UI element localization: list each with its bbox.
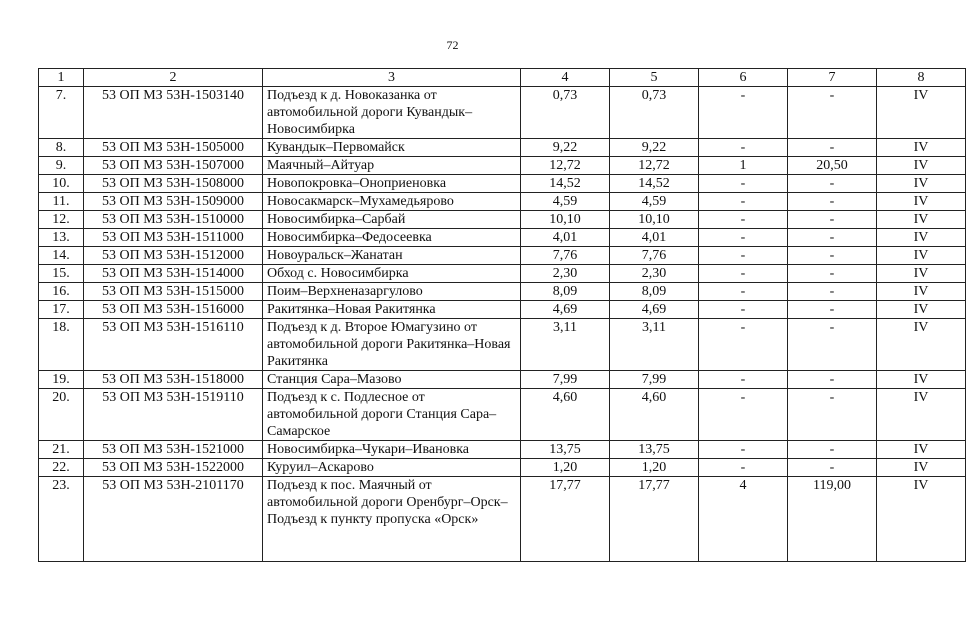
length-total: 3,11: [521, 319, 610, 371]
length-hard-surface: 13,75: [610, 441, 699, 459]
row-index: 18.: [39, 319, 84, 371]
bridges-length: -: [788, 371, 877, 389]
road-name: Новопокровка–Оноприеновка: [263, 175, 521, 193]
column-number: 7: [788, 69, 877, 87]
row-index: 9.: [39, 157, 84, 175]
length-hard-surface: 4,60: [610, 389, 699, 441]
bridges-count: -: [699, 441, 788, 459]
road-category: IV: [877, 441, 966, 459]
road-category: IV: [877, 371, 966, 389]
road-name: Новосакмарск–Мухамедьярово: [263, 193, 521, 211]
bridges-length: 20,50: [788, 157, 877, 175]
row-index: 19.: [39, 371, 84, 389]
road-category: IV: [877, 283, 966, 301]
road-category: IV: [877, 229, 966, 247]
length-total: 13,75: [521, 441, 610, 459]
road-category: IV: [877, 87, 966, 139]
length-hard-surface: 12,72: [610, 157, 699, 175]
length-hard-surface: 7,99: [610, 371, 699, 389]
road-id: 53 ОП МЗ 53Н-1510000: [84, 211, 263, 229]
row-index: 8.: [39, 139, 84, 157]
road-id: 53 ОП МЗ 53Н-1507000: [84, 157, 263, 175]
bridges-length: -: [788, 229, 877, 247]
road-name: Маячный–Айтуар: [263, 157, 521, 175]
bridges-count: -: [699, 211, 788, 229]
bridges-count: -: [699, 459, 788, 477]
road-category: IV: [877, 157, 966, 175]
length-total: 7,99: [521, 371, 610, 389]
length-total: 4,59: [521, 193, 610, 211]
bridges-length: -: [788, 441, 877, 459]
length-hard-surface: 3,11: [610, 319, 699, 371]
road-id: 53 ОП МЗ 53Н-1521000: [84, 441, 263, 459]
length-hard-surface: 7,76: [610, 247, 699, 265]
length-hard-surface: 4,69: [610, 301, 699, 319]
bridges-count: -: [699, 229, 788, 247]
table-row: [39, 87, 966, 139]
road-category: IV: [877, 265, 966, 283]
bridges-count: -: [699, 87, 788, 139]
column-number-row: [39, 69, 966, 87]
bridges-count: -: [699, 175, 788, 193]
road-id: 53 ОП МЗ 53Н-1519110: [84, 389, 263, 441]
column-number: 6: [699, 69, 788, 87]
row-index: 17.: [39, 301, 84, 319]
bridges-length: -: [788, 389, 877, 441]
road-name: Подъезд к д. Новоказанка от автомобильной дороги Кувандык–Новосимбирка: [263, 87, 521, 139]
road-id: 53 ОП МЗ 53Н-1514000: [84, 265, 263, 283]
length-total: 8,09: [521, 283, 610, 301]
table-row: [39, 459, 966, 477]
row-index: 23.: [39, 477, 84, 562]
table-row: [39, 211, 966, 229]
length-hard-surface: 4,01: [610, 229, 699, 247]
road-category: IV: [877, 139, 966, 157]
table-row: [39, 389, 966, 441]
column-number: 2: [84, 69, 263, 87]
table-row: [39, 477, 966, 562]
bridges-count: -: [699, 139, 788, 157]
road-name: Новосимбирка–Федосеевка: [263, 229, 521, 247]
table-row: [39, 265, 966, 283]
road-category: IV: [877, 301, 966, 319]
length-total: 4,69: [521, 301, 610, 319]
bridges-count: -: [699, 319, 788, 371]
bridges-length: -: [788, 459, 877, 477]
row-index: 20.: [39, 389, 84, 441]
column-number: 8: [877, 69, 966, 87]
table-row: [39, 157, 966, 175]
length-hard-surface: 14,52: [610, 175, 699, 193]
table-row: [39, 175, 966, 193]
column-number: 1: [39, 69, 84, 87]
road-id: 53 ОП МЗ 53Н-1516110: [84, 319, 263, 371]
bridges-length: -: [788, 265, 877, 283]
table-row: [39, 139, 966, 157]
length-hard-surface: 4,59: [610, 193, 699, 211]
road-name: Подъезд к с. Подлесное от автомобильной дороги Станция Сара–Самарское: [263, 389, 521, 441]
road-id: 53 ОП МЗ 53Н-1518000: [84, 371, 263, 389]
table-row: [39, 283, 966, 301]
page-number: 72: [446, 38, 459, 52]
length-total: 12,72: [521, 157, 610, 175]
length-total: 4,01: [521, 229, 610, 247]
road-category: IV: [877, 247, 966, 265]
road-id: 53 ОП МЗ 53Н-1515000: [84, 283, 263, 301]
road-id: 53 ОП МЗ 53Н-1503140: [84, 87, 263, 139]
bridges-count: -: [699, 389, 788, 441]
table-row: [39, 441, 966, 459]
row-index: 12.: [39, 211, 84, 229]
road-id: 53 ОП МЗ 53Н-1516000: [84, 301, 263, 319]
column-number: 3: [263, 69, 521, 87]
road-id: 53 ОП МЗ 53Н-1511000: [84, 229, 263, 247]
bridges-length: -: [788, 87, 877, 139]
length-hard-surface: 10,10: [610, 211, 699, 229]
road-name: Куруил–Аскарово: [263, 459, 521, 477]
row-index: 15.: [39, 265, 84, 283]
bridges-length: -: [788, 139, 877, 157]
road-name: Станция Сара–Мазово: [263, 371, 521, 389]
length-total: 7,76: [521, 247, 610, 265]
length-total: 9,22: [521, 139, 610, 157]
road-name: Кувандык–Первомайск: [263, 139, 521, 157]
table-row: [39, 193, 966, 211]
bridges-length: -: [788, 301, 877, 319]
length-hard-surface: 8,09: [610, 283, 699, 301]
road-id: 53 ОП МЗ 53Н-1509000: [84, 193, 263, 211]
length-hard-surface: 2,30: [610, 265, 699, 283]
length-total: 14,52: [521, 175, 610, 193]
road-id: 53 ОП МЗ 53Н-2101170: [84, 477, 263, 562]
table-row: [39, 301, 966, 319]
length-total: 17,77: [521, 477, 610, 562]
row-index: 21.: [39, 441, 84, 459]
bridges-count: -: [699, 265, 788, 283]
length-hard-surface: 9,22: [610, 139, 699, 157]
bridges-length: -: [788, 319, 877, 371]
table-row: [39, 247, 966, 265]
table-row: [39, 229, 966, 247]
road-name: Новоуральск–Жанатан: [263, 247, 521, 265]
bridges-length: -: [788, 211, 877, 229]
length-total: 0,73: [521, 87, 610, 139]
road-category: IV: [877, 175, 966, 193]
bridges-count: -: [699, 247, 788, 265]
bridges-count: 4: [699, 477, 788, 562]
road-name: Новосимбирка–Чукари–Ивановка: [263, 441, 521, 459]
column-number: 5: [610, 69, 699, 87]
bridges-length: -: [788, 247, 877, 265]
road-id: 53 ОП МЗ 53Н-1512000: [84, 247, 263, 265]
length-total: 10,10: [521, 211, 610, 229]
column-number: 4: [521, 69, 610, 87]
bridges-length: -: [788, 175, 877, 193]
length-total: 4,60: [521, 389, 610, 441]
bridges-length: -: [788, 193, 877, 211]
road-id: 53 ОП МЗ 53Н-1505000: [84, 139, 263, 157]
road-name: Новосимбирка–Сарбай: [263, 211, 521, 229]
row-index: 14.: [39, 247, 84, 265]
row-index: 13.: [39, 229, 84, 247]
bridges-count: -: [699, 301, 788, 319]
length-hard-surface: 0,73: [610, 87, 699, 139]
road-name: Обход с. Новосимбирка: [263, 265, 521, 283]
row-index: 11.: [39, 193, 84, 211]
roads-table-body: [39, 69, 966, 562]
bridges-length: 119,00: [788, 477, 877, 562]
table-row: [39, 319, 966, 371]
road-name: Подъезд к пос. Маячный от автомобильной дороги Оренбург–Орск–Подъезд к пункту пропуска «Орск»: [263, 477, 521, 562]
roads-table: [38, 68, 966, 562]
bridges-count: -: [699, 193, 788, 211]
length-hard-surface: 1,20: [610, 459, 699, 477]
road-id: 53 ОП МЗ 53Н-1508000: [84, 175, 263, 193]
road-category: IV: [877, 459, 966, 477]
row-index: 7.: [39, 87, 84, 139]
road-category: IV: [877, 477, 966, 562]
row-index: 22.: [39, 459, 84, 477]
bridges-count: -: [699, 371, 788, 389]
bridges-length: -: [788, 283, 877, 301]
road-category: IV: [877, 211, 966, 229]
bridges-count: -: [699, 283, 788, 301]
length-total: 1,20: [521, 459, 610, 477]
row-index: 10.: [39, 175, 84, 193]
road-name: Поим–Верхненазаргулово: [263, 283, 521, 301]
road-category: IV: [877, 389, 966, 441]
road-name: Подъезд к д. Второе Юмагузино от автомобильной дороги Ракитянка–Новая Ракитянка: [263, 319, 521, 371]
road-category: IV: [877, 193, 966, 211]
road-name: Ракитянка–Новая Ракитянка: [263, 301, 521, 319]
road-id: 53 ОП МЗ 53Н-1522000: [84, 459, 263, 477]
table-row: [39, 371, 966, 389]
row-index: 16.: [39, 283, 84, 301]
bridges-count: 1: [699, 157, 788, 175]
length-total: 2,30: [521, 265, 610, 283]
road-category: IV: [877, 319, 966, 371]
length-hard-surface: 17,77: [610, 477, 699, 562]
